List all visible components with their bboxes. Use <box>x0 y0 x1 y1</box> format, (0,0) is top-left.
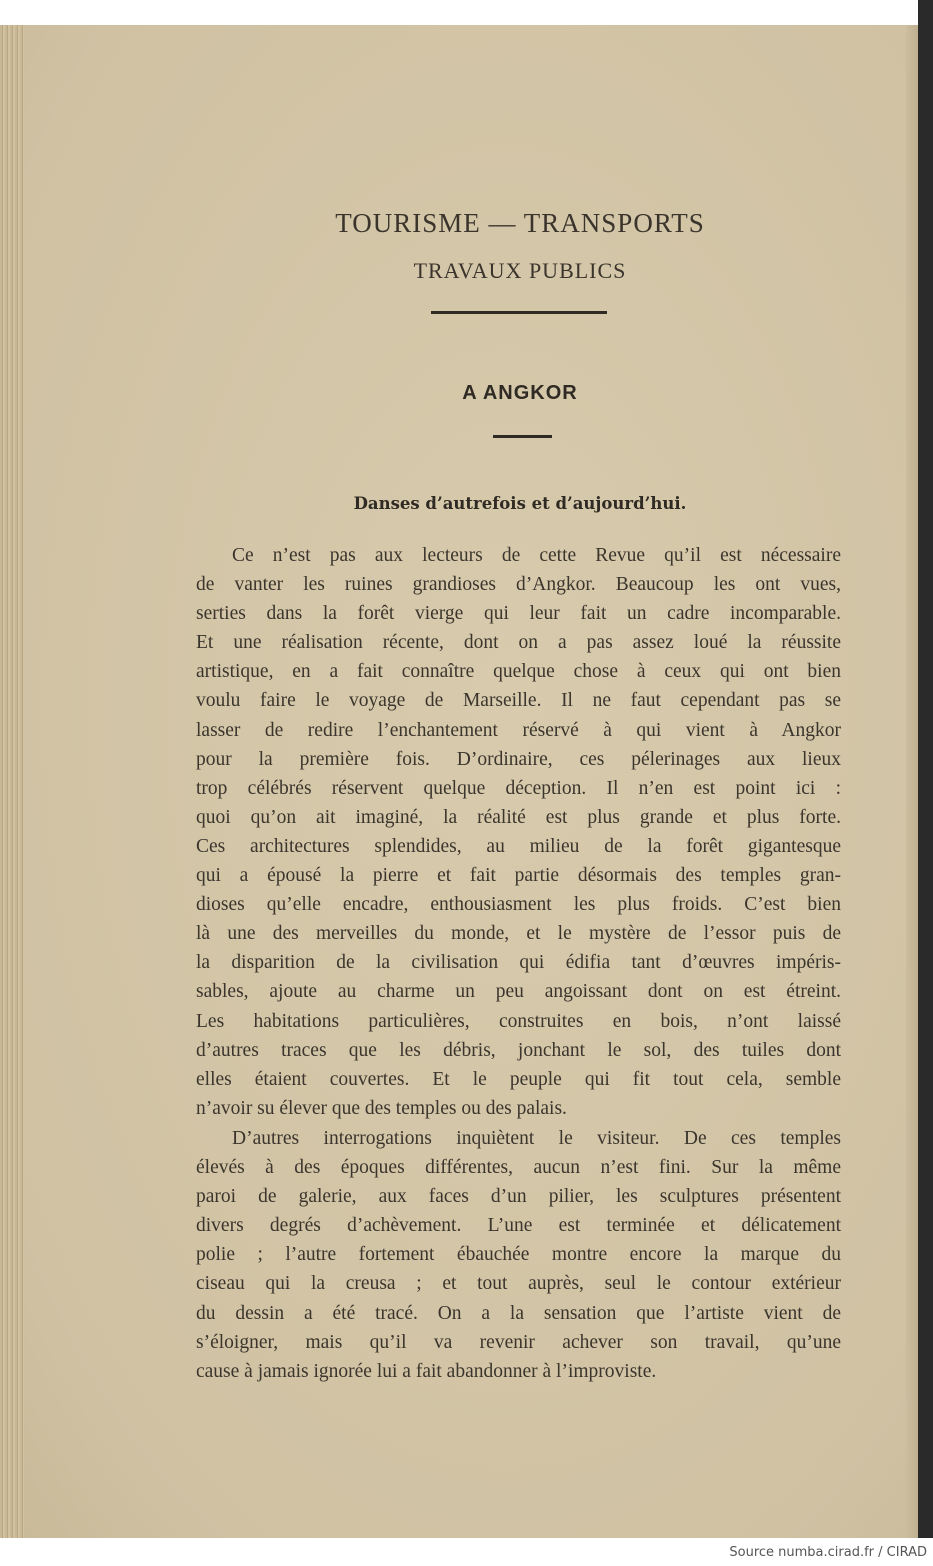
text-line: de vanter les ruines grandioses d’Angkor. Beaucoup les ont vues, <box>196 574 841 596</box>
paragraph-1 <box>196 541 841 1123</box>
text-line: Ces architectures splendides, au milieu de la forêt gigantesque <box>196 835 841 857</box>
text-line: la disparition de la civilisation qui édifia tant d’œuvres impéris- <box>196 952 841 974</box>
section-subtitle: TRAVAUX PUBLICS <box>413 258 627 283</box>
text-line: qui a épousé la pierre et fait partie désormais des temples gran- <box>196 865 841 887</box>
text-line: paroi de galerie, aux faces d’un pilier, les sculptures présentent <box>196 1186 841 1208</box>
text-line: trop célébrés réservent quelque déception. Il n’en est point ici : <box>196 777 841 799</box>
divider-rule <box>431 311 607 314</box>
paragraph-2 <box>196 1124 841 1386</box>
text-line: elles étaient couvertes. Et le peuple qui fit tout cela, semble <box>196 1068 841 1090</box>
text-line: n’avoir su élever que des temples ou des palais. <box>196 1097 567 1119</box>
text-line: artistique, en a fait connaître quelque chose à ceux qui ont bien <box>196 661 841 683</box>
article-subtitle: Danses d’autrefois et d’aujourd’hui. <box>353 494 687 513</box>
text-line: d’autres traces que les débris, jonchant le sol, des tuiles dont <box>196 1039 841 1061</box>
text-line: polie ; l’autre fortement ébauchée montre encore la marque du <box>196 1244 841 1266</box>
source-credit: Source numba.cirad.fr / CIRAD <box>729 1545 927 1560</box>
text-line: du dessin a été tracé. On a la sensation que l’artiste vient de <box>196 1302 841 1324</box>
section-title: TOURISME — TRANSPORTS <box>335 208 705 238</box>
text-line: dioses qu’elle encadre, enthousiasment les plus froids. C’est bien <box>196 894 841 916</box>
text-line: serties dans la forêt vierge qui leur fait un cadre incomparable. <box>196 603 841 625</box>
short-divider-rule <box>493 435 552 438</box>
text-line: lasser de redire l’enchantement réservé à qui vient à Angkor <box>196 719 841 741</box>
text-line: ciseau qui la creusa ; et tout auprès, seul le contour extérieur <box>196 1273 841 1295</box>
text-line: D’autres interrogations inquiètent le visiteur. De ces temples <box>232 1128 841 1149</box>
text-line: cause à jamais ignorée lui a fait abandonner à l’improviste. <box>196 1360 657 1382</box>
text-line: Et une réalisation récente, dont on a pas assez loué la réussite <box>196 632 841 654</box>
text-line: divers degrés d’achèvement. L’une est terminée et délicatement <box>196 1215 841 1237</box>
text-line: quoi qu’on ait imaginé, la réalité est plus grande et plus forte. <box>196 806 841 828</box>
text-line: sables, ajoute au charme un peu angoissant dont on est étreint. <box>196 981 841 1003</box>
text-line: Ce n’est pas aux lecteurs de cette Revue qu’il est nécessaire <box>232 545 841 566</box>
article-title: A ANGKOR <box>462 382 578 404</box>
page-edges <box>0 25 24 1538</box>
text-line: voulu faire le voyage de Marseille. Il ne faut cependant pas se <box>196 690 841 712</box>
text-line: élevés à des époques différentes, aucun n’est fini. Sur la même <box>196 1157 841 1179</box>
page-gutter <box>906 25 918 1538</box>
text-line: pour la première fois. D’ordinaire, ces pélerinages aux lieux <box>196 748 841 770</box>
text-line: s’éloigner, mais qu’il va revenir achever son travail, qu’une <box>196 1331 841 1353</box>
text-line: là une des merveilles du monde, et le mystère de l’essor puis de <box>196 923 841 945</box>
text-line: Les habitations particulières, construites en bois, n’ont laissé <box>196 1010 841 1032</box>
